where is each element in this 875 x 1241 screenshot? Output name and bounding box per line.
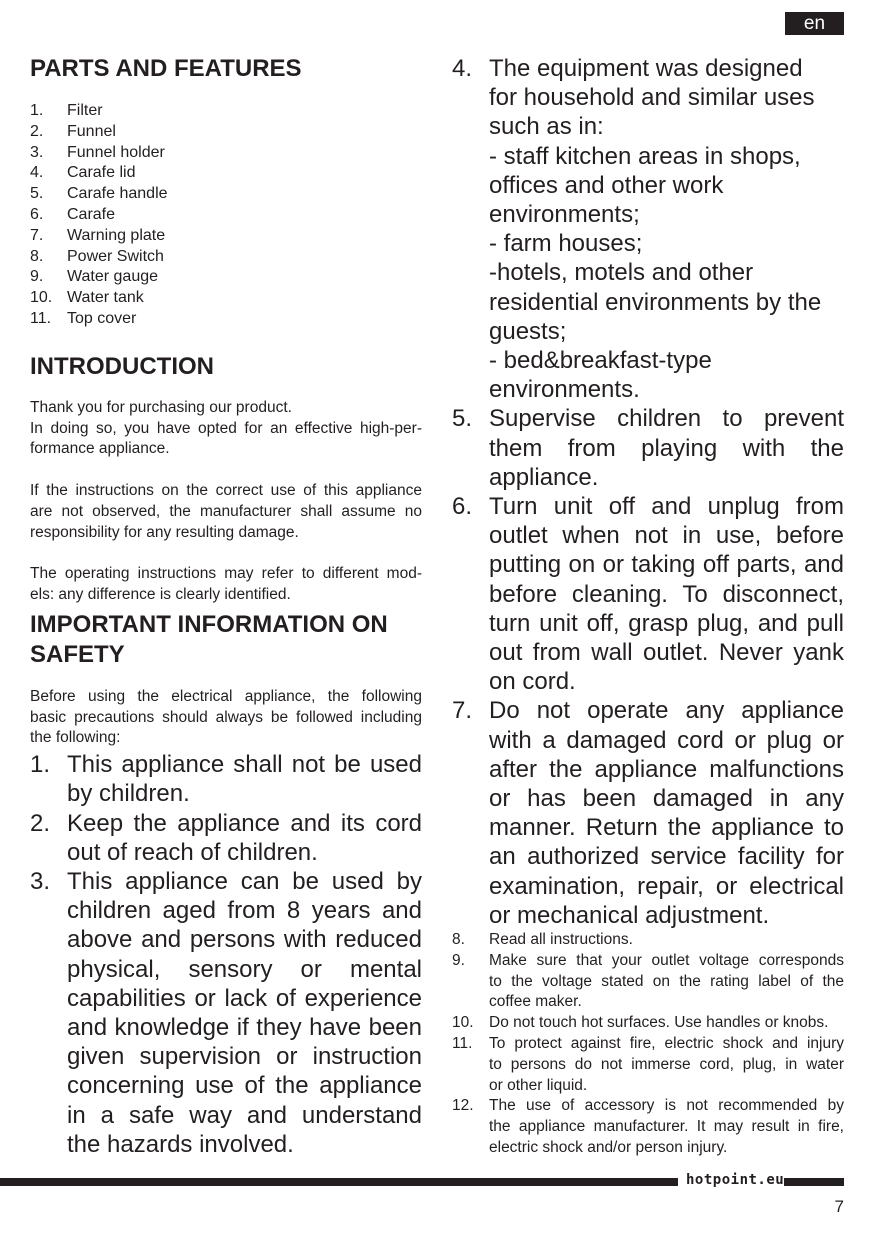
list-item: 2. Keep the appliance and its cord out of reach of children. bbox=[30, 809, 422, 866]
footer-rule-right bbox=[784, 1178, 844, 1186]
list-item: 7. Warning plate bbox=[30, 226, 166, 244]
list-item: 2. Funnel bbox=[30, 122, 116, 140]
list-item: 4. Carafe lid bbox=[30, 164, 136, 182]
safety-list-small bbox=[452, 930, 844, 1159]
safety-intro: Before using the electrical appliance, the following basic precautions should always be followed including the following: bbox=[30, 687, 422, 747]
intro-paragraph-3: The operating instructions may refer to different mod- els: any difference is clearly identified. bbox=[30, 565, 422, 603]
list-item: 9. Water gauge bbox=[30, 268, 159, 286]
list-item: 1. This appliance shall not be used by children. bbox=[30, 751, 422, 808]
list-item: 12. The use of accessory is not recommended by the appliance manufacturer. It may result in fire, electric shock and/or person injury. bbox=[452, 1097, 844, 1157]
list-item: 3. Funnel holder bbox=[30, 143, 165, 161]
list-item: 5. Carafe handle bbox=[30, 185, 168, 203]
right-column bbox=[452, 54, 844, 1159]
list-item: 10. Do not touch hot surfaces. Use handles or knobs. bbox=[452, 1014, 829, 1032]
list-item: 11. To protect against fire, electric shock and injury to persons do not immerse cord, plug, in water or other liquid. bbox=[452, 1035, 844, 1094]
footer-brand: hotpoint.eu bbox=[686, 1172, 785, 1188]
list-item: 5. Supervise children to prevent them from playing with the appliance. bbox=[452, 405, 844, 491]
list-item: 6. Turn unit off and unplug from outlet when not in use, before putting on or taking off parts, and before cleaning. To disconnect, turn unit off, grasp plug, and pull out from wall outlet. Never yank on cord. bbox=[452, 493, 844, 696]
safety-list-left bbox=[30, 750, 422, 1159]
list-item: 6. Carafe bbox=[30, 205, 116, 223]
list-item: 3. This appliance can be used by children aged from 8 years and above and persons with reduced physical, sensory or mental capabilities or lack of experience and knowledge if they have been given supervision or instruction concerning use of the appliance in a safe way and understand the hazards involved. bbox=[30, 867, 422, 1158]
list-item: 7. Do not operate any appliance with a damaged cord or plug or after the appliance malfunctions or has been damaged in any manner. Return the appliance to an authorized service facility for examination, repair, or electrical or mechanical adjustment. bbox=[452, 697, 844, 929]
language-tag: en bbox=[785, 12, 844, 35]
parts-list bbox=[30, 101, 422, 330]
list-item: 9. Make sure that your outlet voltage corresponds to the voltage stated on the rating label of the coffee maker. bbox=[452, 951, 844, 1011]
intro-paragraph-1: Thank you for purchasing our product. In doing so, you have opted for an effective high-per- formance appliance. bbox=[30, 398, 422, 458]
list-item: 8. Read all instructions. bbox=[452, 931, 633, 949]
list-item: 11. Top cover bbox=[30, 309, 137, 327]
list-item: 8. Power Switch bbox=[30, 247, 164, 265]
footer-rule-left bbox=[0, 1178, 678, 1186]
intro-paragraph-2: If the instructions on the correct use of this appliance are not observed, the manufacturer shall assume no responsibility for any resulting damage. bbox=[30, 481, 422, 541]
left-column bbox=[30, 54, 422, 1159]
list-item: 10. Water tank bbox=[30, 289, 144, 307]
introduction-title: INTRODUCTION bbox=[30, 352, 214, 380]
list-item: 4. The equipment was designed for household and similar uses such as in: - staff kitchen areas in shops, offices and other work environments; - farm houses; -hotels, motels and other residential environments by the guests; - bed&breakfast-type environments. bbox=[452, 55, 822, 404]
page-number: 7 bbox=[834, 1197, 844, 1216]
safety-title: IMPORTANT INFORMATION ON SAFETY bbox=[30, 610, 388, 668]
safety-list-right bbox=[452, 54, 844, 930]
list-item: 1. Filter bbox=[30, 102, 103, 119]
parts-title: PARTS AND FEATURES bbox=[30, 55, 302, 82]
